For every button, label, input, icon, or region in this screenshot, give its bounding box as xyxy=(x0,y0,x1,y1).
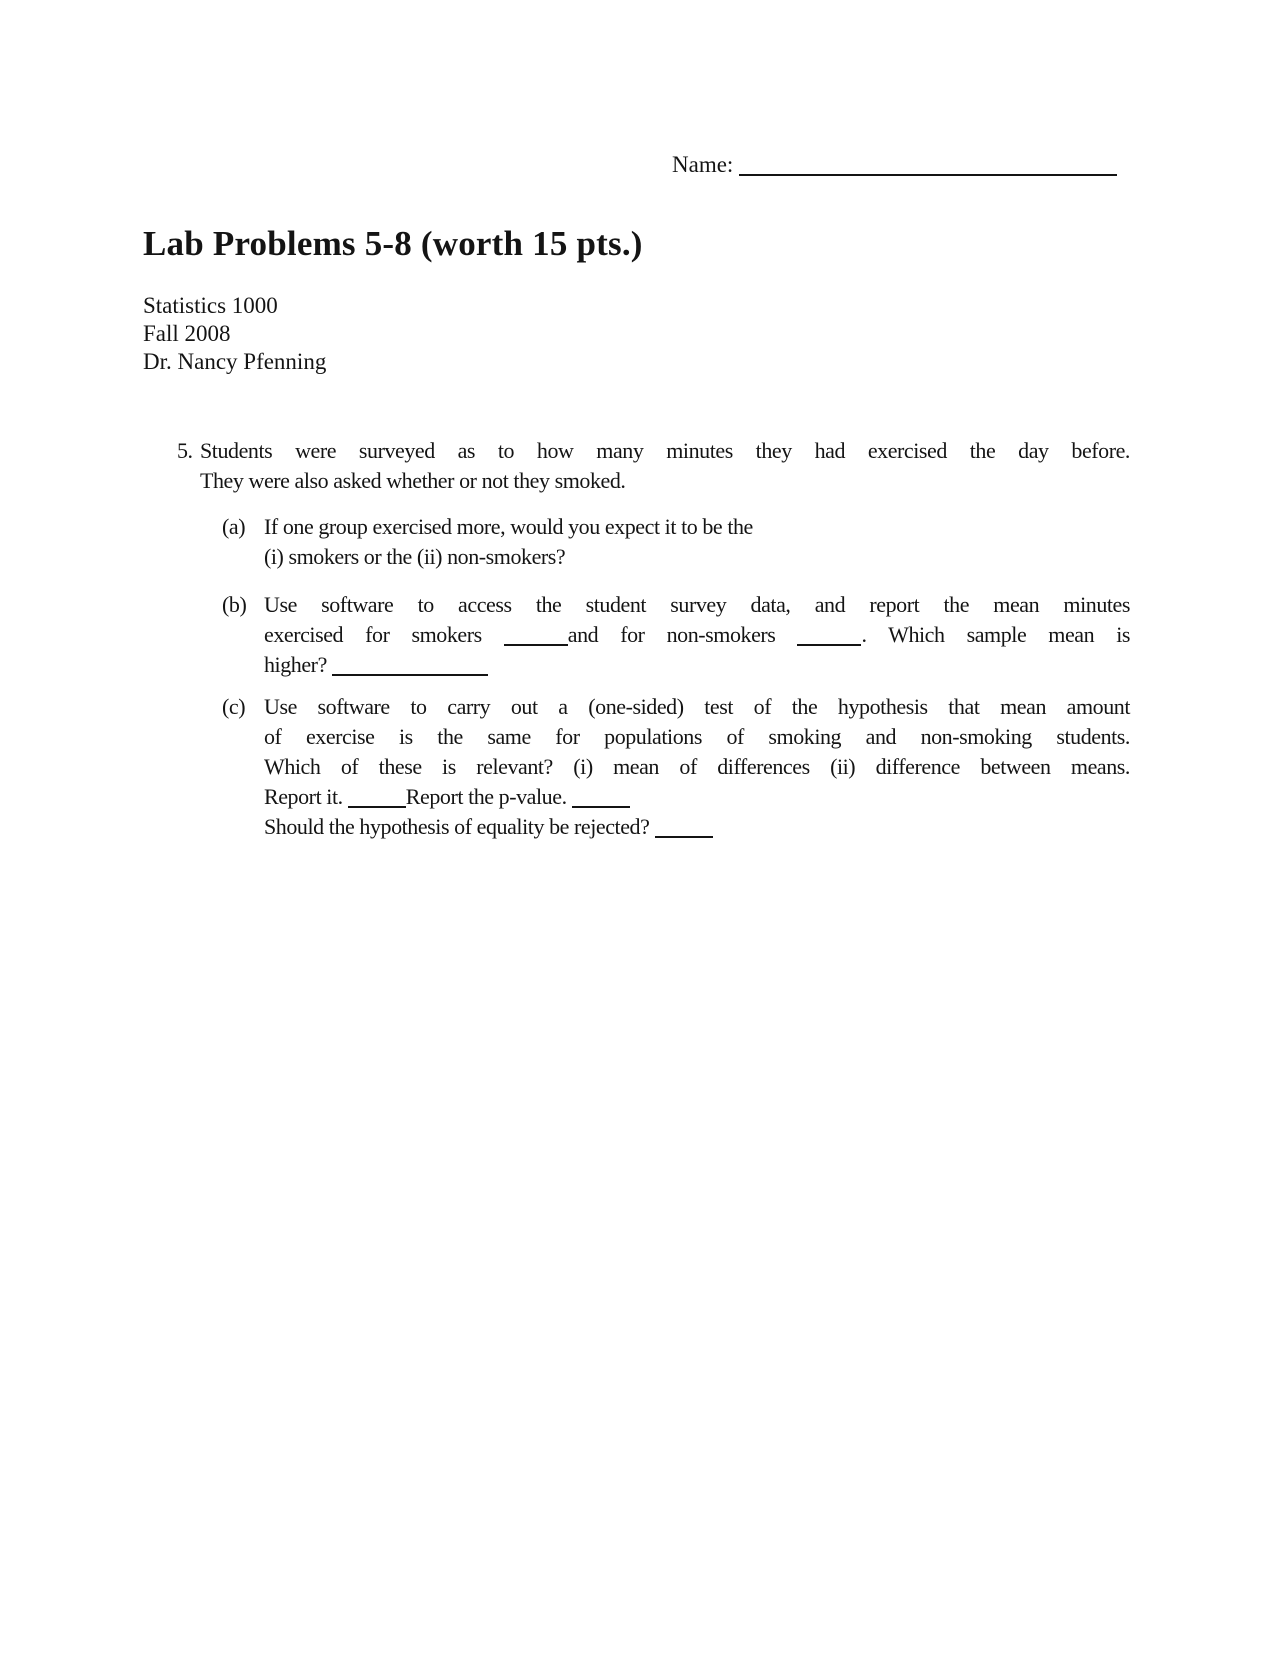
page-title: Lab Problems 5-8 (worth 15 pts.) xyxy=(143,224,643,263)
relevant-choice-blank xyxy=(348,806,406,808)
course-name: Statistics 1000 xyxy=(143,293,278,318)
part-a-line-2: (i) smokers or the (ii) non-smokers? xyxy=(264,544,566,569)
part-b xyxy=(222,590,1130,680)
course-meta-block xyxy=(143,292,326,376)
part-a xyxy=(222,512,1130,572)
smokers-mean-blank xyxy=(504,644,568,646)
part-c-line5-text: Should the hypothesis of equality be rejected? xyxy=(264,814,650,839)
higher-mean-blank xyxy=(332,674,488,676)
part-b-line3-text: higher? xyxy=(264,652,327,677)
part-b-text xyxy=(264,590,1130,680)
part-c-line4-segment-2: Report the p-value. xyxy=(405,784,567,809)
term: Fall 2008 xyxy=(143,321,231,346)
part-b-line-3 xyxy=(264,650,1130,680)
problem-intro xyxy=(200,436,1130,496)
part-c-label: (c) xyxy=(222,694,246,719)
part-b-line-2 xyxy=(264,620,1130,650)
part-b-label: (b) xyxy=(222,592,247,617)
part-c-line-4 xyxy=(264,782,1130,812)
part-b-line2-segment-3: . Which sample mean is xyxy=(861,622,1130,647)
part-c-line-3: Which of these is relevant? (i) mean of differences (ii) difference between means. xyxy=(264,754,1130,779)
part-c xyxy=(222,692,1130,842)
non-smokers-mean-blank xyxy=(797,644,861,646)
part-a-text xyxy=(264,512,1130,572)
part-a-line-1: If one group exercised more, would you expect it to be the xyxy=(264,514,753,539)
part-c-line-1: Use software to carry out a (one-sided) test of the hypothesis that mean amount xyxy=(264,694,1130,719)
name-blank-line xyxy=(739,174,1117,176)
problem-5 xyxy=(177,436,1130,496)
name-row xyxy=(672,150,1117,180)
reject-hypothesis-blank xyxy=(655,836,713,838)
part-a-label: (a) xyxy=(222,514,246,539)
part-c-line-5 xyxy=(264,812,1130,842)
problem-number: 5. xyxy=(177,438,193,463)
instructor: Dr. Nancy Pfenning xyxy=(143,349,327,374)
part-c-line4-segment-1: Report it. xyxy=(264,784,343,809)
part-b-line2-segment-1: exercised for smokers xyxy=(264,622,482,647)
part-c-line-2: of exercise is the same for populations of smoking and non-smoking students. xyxy=(264,724,1130,749)
problem-intro-line-1: Students were surveyed as to how many minutes they had exercised the day before. xyxy=(200,438,1130,463)
name-label: Name: xyxy=(672,152,734,177)
part-c-text xyxy=(264,692,1130,842)
part-b-line2-segment-2: and for non-smokers xyxy=(567,622,776,647)
part-b-line-1: Use software to access the student survey data, and report the mean minutes xyxy=(264,592,1130,617)
p-value-blank xyxy=(572,806,630,808)
problem-intro-line-2: They were also asked whether or not they smoked. xyxy=(200,468,626,493)
